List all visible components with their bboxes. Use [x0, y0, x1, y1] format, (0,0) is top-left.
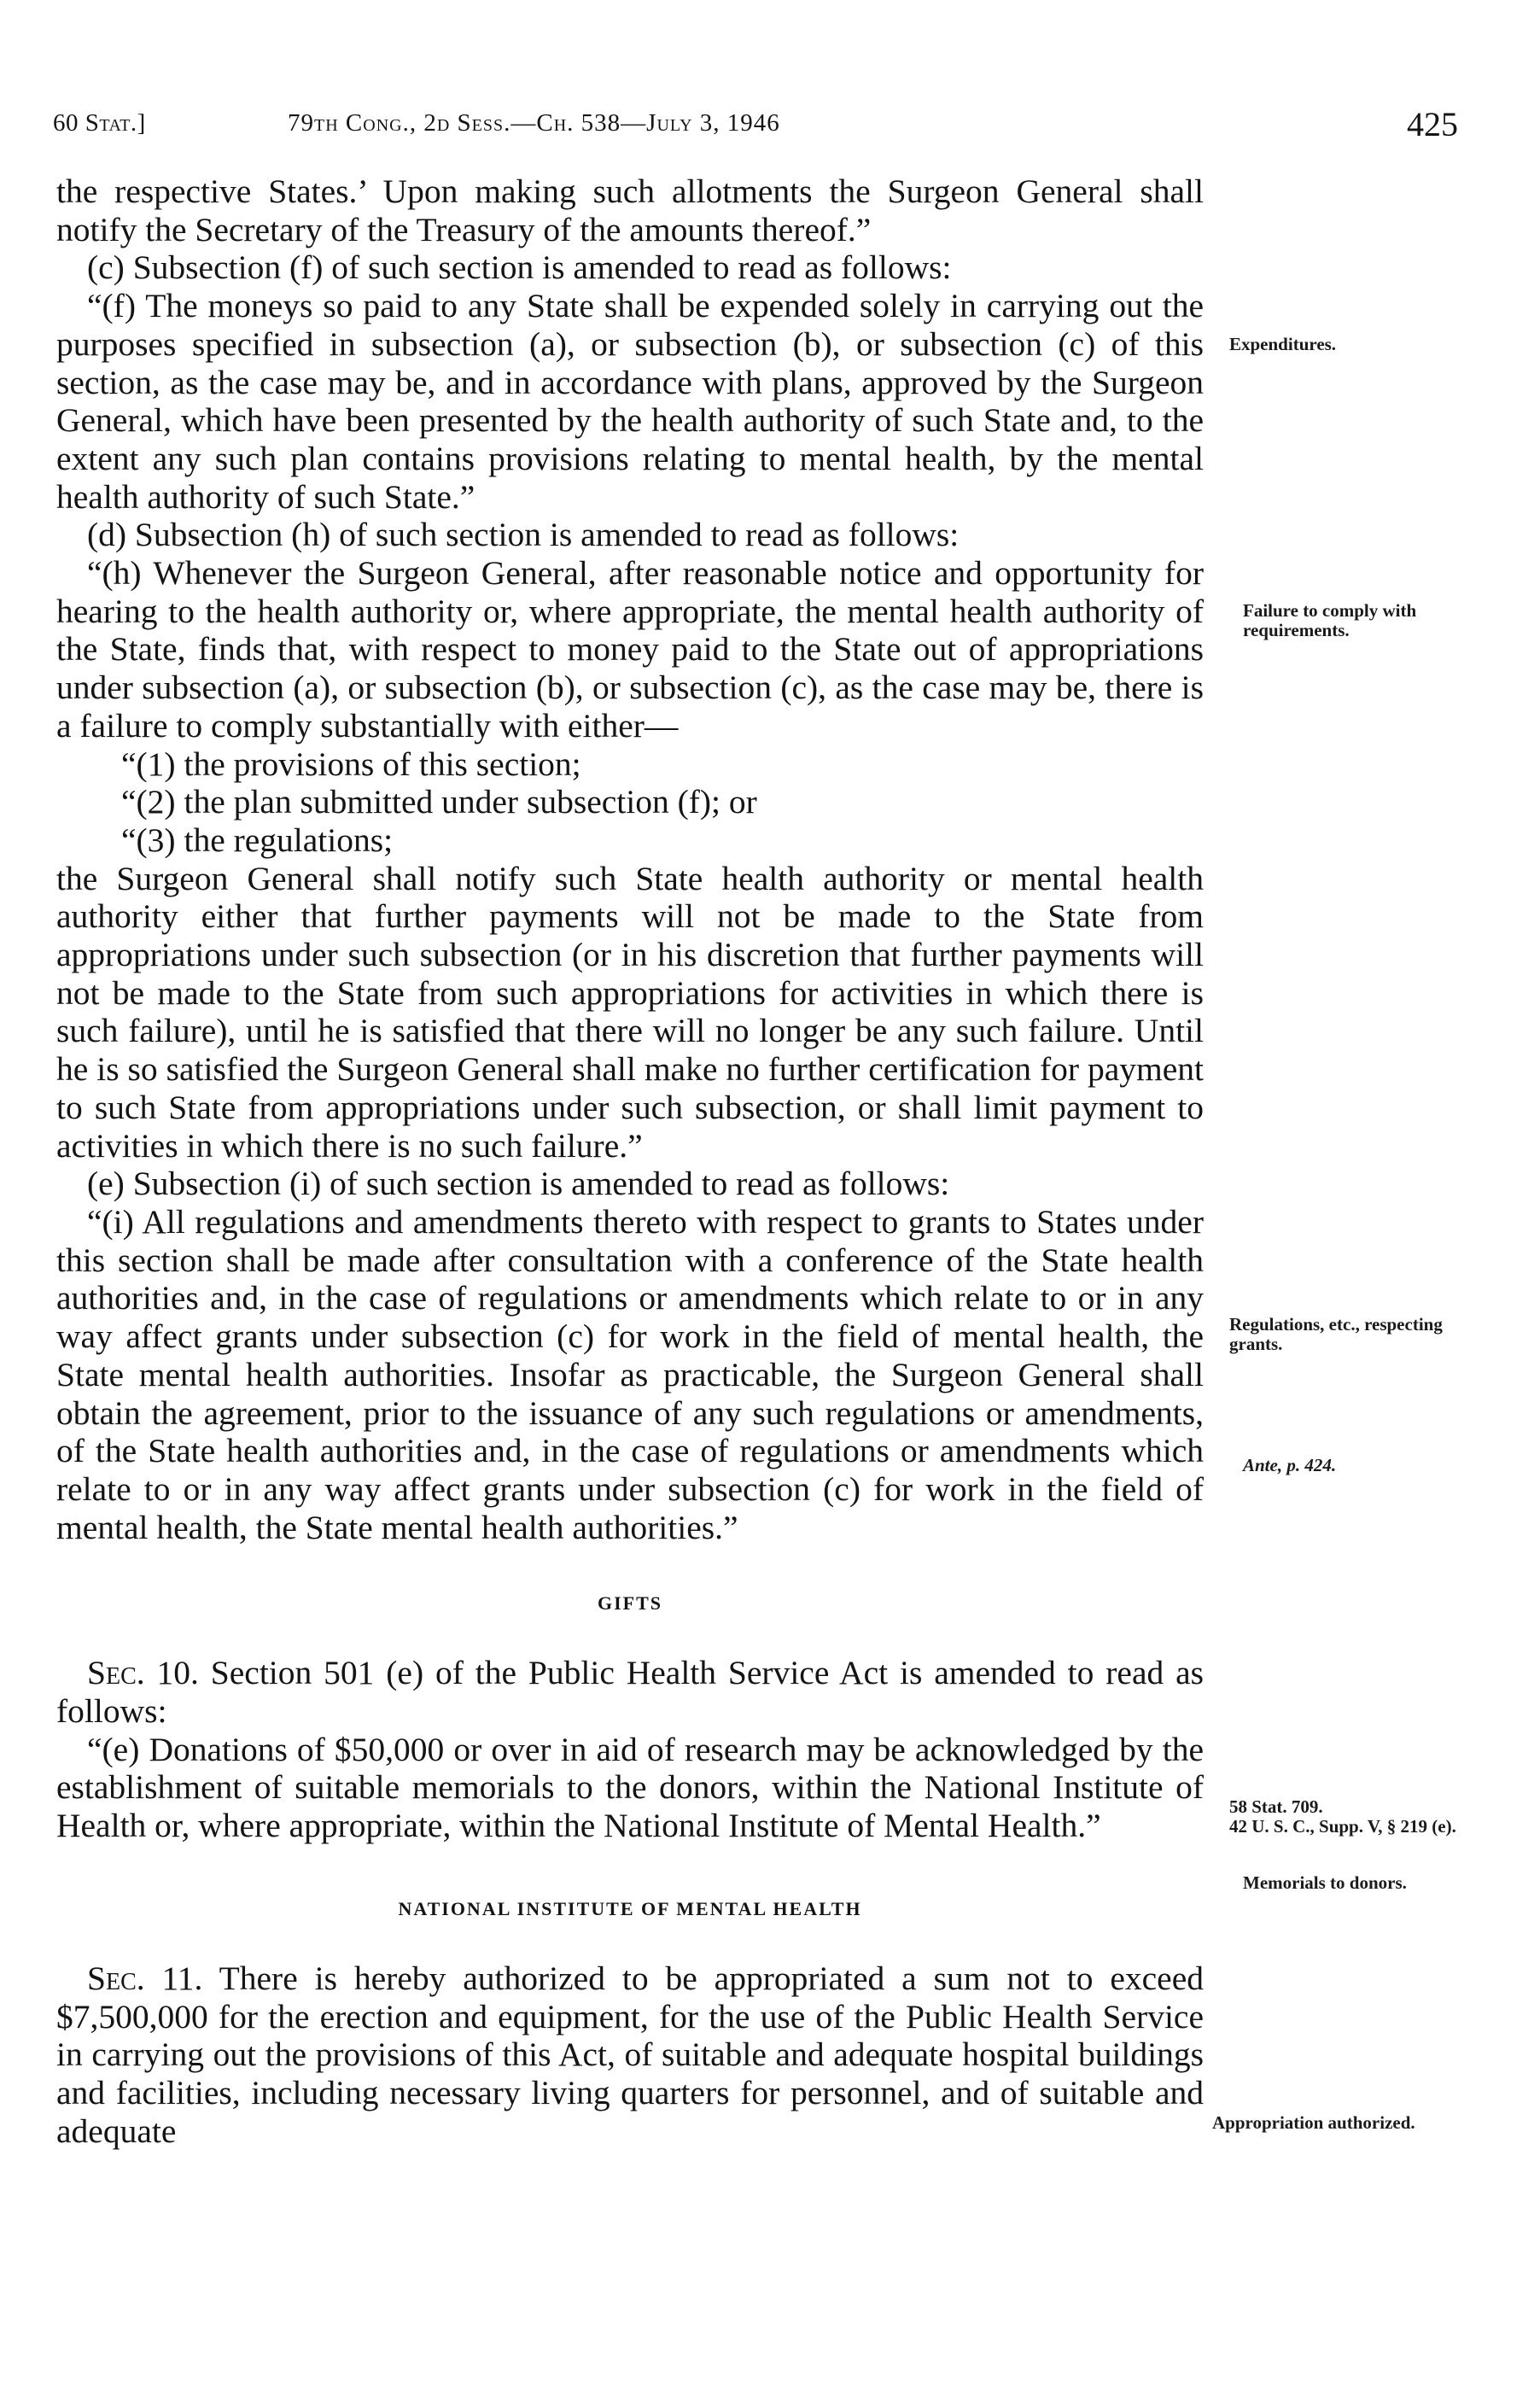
- usc-citation: 42 U. S. C., Supp. V, § 219 (e).: [1229, 1816, 1456, 1837]
- paragraph-notification: the Surgeon General shall notify such State health authority or mental health authority either that further payments will not be made to the State from appropriations under such subsection (or in his discretion that further payments will not be made to the State from such appropriations for activities in which there is such failure), until he is satisfied that there will no longer be any such failure. Until he is so satisfied the Surgeon General shall make no further certification for payment to such State from appropriations under such subsection, or shall limit payment to activities in which there is no such failure.”: [56, 859, 1204, 1165]
- list-item: “(3) the regulations;: [121, 821, 394, 859]
- section-label: Sec. 11.: [87, 1959, 203, 1997]
- section-label: Sec. 10.: [87, 1654, 199, 1692]
- margin-note-ante: Ante, p. 424.: [1243, 1455, 1337, 1475]
- list-item: “(1) the provisions of this section;: [121, 745, 581, 783]
- volume-citation: 60 Stat.]: [53, 109, 146, 137]
- margin-note-appropriation: Appropriation authorized.: [1212, 2112, 1415, 2133]
- section-text: Section 501 (e) of the Public Health Service Act is amended to read as follows:: [56, 1654, 1205, 1731]
- section-text: There is hereby authorized to be appropriated a sum not to exceed $7,500,000 for the erection and equipment, for the use of the Public Health Service in carrying out the provisions of this Act, of suitable and adequate hospital buildings and facilities, including necessary living quarters for personnel, and of suitable and adequate: [56, 1959, 1204, 2150]
- main-text-column: [56, 172, 1204, 2150]
- page-number: 425: [1407, 105, 1458, 143]
- section-heading-nimh: NATIONAL INSTITUTE OF MENTAL HEALTH: [398, 1897, 862, 1919]
- margin-note-expenditures: Expenditures.: [1229, 334, 1337, 354]
- margin-note-failure-to-comply: Failure to comply with requirements.: [1243, 600, 1417, 640]
- margin-note-stat-ref: [1229, 1797, 1477, 1837]
- list-item: “(2) the plan submitted under subsection (f); or: [121, 783, 757, 821]
- paragraph-subsection-e: (e) Subsection (i) of such section is amended to read as follows:: [87, 1165, 950, 1203]
- paragraph-subsection-d: (d) Subsection (h) of such section is amended to read as follows:: [87, 516, 960, 554]
- paragraph-sec-10: [56, 1654, 1204, 1730]
- paragraph-quoted-h: “(h) Whenever the Surgeon General, after reasonable notice and opportunity for hearing to the health authority or, where appropriate, the mental health authority of the State, finds that, with respect to money paid to the State out of appropriations under subsection (a), or subsection (b), or subsection (c), as the case may be, there is a failure to comply substantially with either—: [56, 554, 1204, 745]
- paragraph-quoted-e: “(e) Donations of $50,000 or over in aid of research may be acknowledged by the establishment of suitable memorials to the donors, within the National Institute of Health or, where appropriate, within the National Institute of Mental Health.”: [56, 1730, 1204, 1845]
- session-chapter-date: 79th Cong., 2d Sess.—Ch. 538—July 3, 1946: [288, 109, 780, 137]
- paragraph-subsection-c: (c) Subsection (f) of such section is amended to read as follows:: [87, 248, 952, 287]
- margin-note-memorials: Memorials to donors.: [1243, 1872, 1407, 1893]
- stat-citation: 58 Stat. 709.: [1229, 1796, 1323, 1817]
- paragraph-continuation: the respective States.’ Upon making such allotments the Surgeon General shall notify the Secretary of the Treasury of the amounts thereof.”: [56, 172, 1204, 248]
- margin-note-regulations: Regulations, etc., respecting grants.: [1229, 1314, 1443, 1354]
- paragraph-quoted-f: “(f) The moneys so paid to any State shall be expended solely in carrying out the purposes specified in subsection (a), or subsection (b), or subsection (c) of this section, as the case may be, and in accordance with plans, approved by the Surgeon General, which have been presented by the health authority of such State and, to the extent any such plan contains provisions relating to mental health, by the mental health authority of such State.”: [56, 287, 1204, 516]
- section-heading-gifts: GIFTS: [597, 1592, 663, 1615]
- paragraph-sec-11: [56, 1960, 1204, 2151]
- paragraph-quoted-i: “(i) All regulations and amendments thereto with respect to grants to States under this section shall be made after consultation with a conference of the State health authorities and, in the case of regulations or amendments which relate to or in any way affect grants under subsection (c) for work in the field of mental health, the State mental health authorities. Insofar as practicable, the Surgeon General shall obtain the agreement, prior to the issuance of any such regulations or amendments, of the State health authorities and, in the case of regulations or amendments which relate to or in any way affect grants under subsection (c) for work in the field of mental health, the State mental health authorities.”: [56, 1202, 1204, 1546]
